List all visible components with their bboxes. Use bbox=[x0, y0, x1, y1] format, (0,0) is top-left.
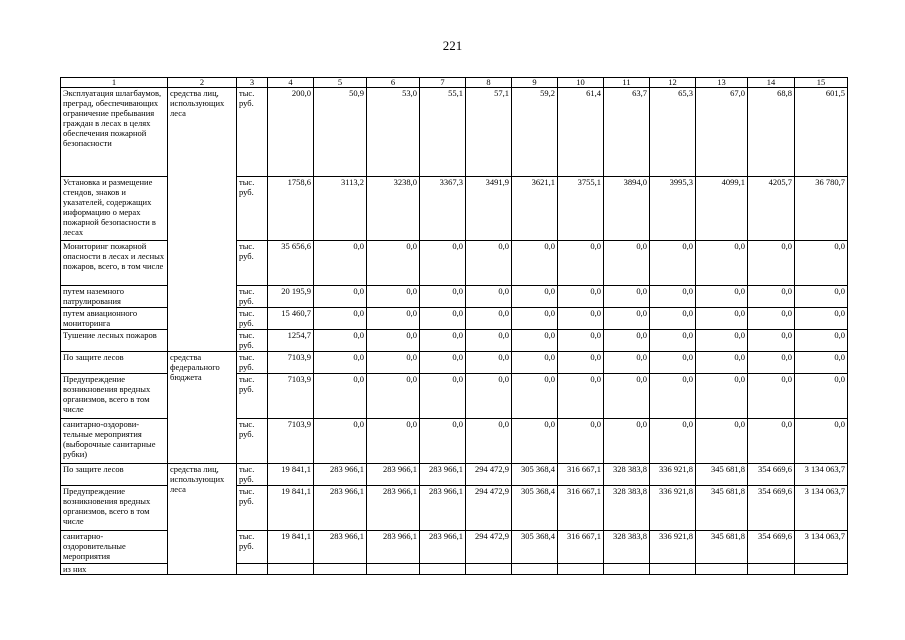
column-header: 15 bbox=[795, 78, 848, 88]
value-cell: 3621,1 bbox=[512, 177, 558, 241]
value-cell: 3755,1 bbox=[558, 177, 604, 241]
value-cell: 67,0 bbox=[696, 88, 748, 177]
value-cell: 0,0 bbox=[367, 352, 420, 374]
value-cell: 0,0 bbox=[314, 286, 367, 308]
value-cell bbox=[420, 564, 466, 575]
value-cell: 0,0 bbox=[512, 241, 558, 286]
unit-cell: тыс. руб. bbox=[237, 241, 268, 286]
value-cell: 305 368,4 bbox=[512, 486, 558, 531]
unit-cell: тыс. руб. bbox=[237, 177, 268, 241]
value-cell: 0,0 bbox=[696, 352, 748, 374]
value-cell: 336 921,8 bbox=[650, 531, 696, 564]
value-cell: 0,0 bbox=[420, 419, 466, 464]
value-cell: 345 681,8 bbox=[696, 486, 748, 531]
column-header: 6 bbox=[367, 78, 420, 88]
unit-cell: тыс. руб. bbox=[237, 330, 268, 352]
value-cell bbox=[466, 564, 512, 575]
value-cell: 283 966,1 bbox=[367, 464, 420, 486]
unit-cell: тыс. руб. bbox=[237, 352, 268, 374]
value-cell: 0,0 bbox=[367, 241, 420, 286]
value-cell: 0,0 bbox=[650, 330, 696, 352]
value-cell: 3238,0 bbox=[367, 177, 420, 241]
value-cell: 305 368,4 bbox=[512, 464, 558, 486]
row-name-cell: Предупреждение возникновения вредных организмов, всего в том числе bbox=[61, 486, 168, 531]
value-cell: 0,0 bbox=[367, 286, 420, 308]
value-cell: 0,0 bbox=[650, 419, 696, 464]
value-cell: 354 669,6 bbox=[748, 531, 795, 564]
value-cell: 0,0 bbox=[367, 330, 420, 352]
value-cell: 328 383,8 bbox=[604, 464, 650, 486]
value-cell: 0,0 bbox=[650, 241, 696, 286]
value-cell: 0,0 bbox=[314, 374, 367, 419]
value-cell: 57,1 bbox=[466, 88, 512, 177]
row-name-cell: путем наземного патрулирования bbox=[61, 286, 168, 308]
value-cell: 3894,0 bbox=[604, 177, 650, 241]
financing-table bbox=[60, 77, 848, 575]
value-cell: 4099,1 bbox=[696, 177, 748, 241]
value-cell: 0,0 bbox=[604, 374, 650, 419]
value-cell bbox=[795, 564, 848, 575]
value-cell: 345 681,8 bbox=[696, 464, 748, 486]
value-cell: 61,4 bbox=[558, 88, 604, 177]
value-cell: 55,1 bbox=[420, 88, 466, 177]
value-cell: 0,0 bbox=[748, 286, 795, 308]
value-cell bbox=[650, 564, 696, 575]
value-cell: 4205,7 bbox=[748, 177, 795, 241]
value-cell: 0,0 bbox=[367, 419, 420, 464]
row-name-cell: санитарно-оздоровительные мероприятия bbox=[61, 531, 168, 564]
row-name-cell: путем авиационного мониторинга bbox=[61, 308, 168, 330]
value-cell: 283 966,1 bbox=[367, 486, 420, 531]
value-cell: 0,0 bbox=[314, 352, 367, 374]
column-header: 1 bbox=[61, 78, 168, 88]
value-cell: 0,0 bbox=[558, 241, 604, 286]
value-cell: 0,0 bbox=[512, 286, 558, 308]
value-cell: 1758,6 bbox=[268, 177, 314, 241]
unit-cell: тыс. руб. bbox=[237, 486, 268, 531]
value-cell: 316 667,1 bbox=[558, 464, 604, 486]
value-cell: 601,5 bbox=[795, 88, 848, 177]
value-cell: 0,0 bbox=[748, 308, 795, 330]
value-cell: 0,0 bbox=[650, 374, 696, 419]
funding-source-cell: средства федерального бюджета bbox=[168, 352, 237, 464]
column-header: 11 bbox=[604, 78, 650, 88]
value-cell: 68,8 bbox=[748, 88, 795, 177]
page-number: 221 bbox=[442, 38, 463, 53]
value-cell: 19 841,1 bbox=[268, 464, 314, 486]
value-cell bbox=[314, 564, 367, 575]
value-cell: 0,0 bbox=[696, 308, 748, 330]
unit-cell: тыс. руб. bbox=[237, 88, 268, 177]
value-cell: 50,9 bbox=[314, 88, 367, 177]
value-cell: 0,0 bbox=[650, 308, 696, 330]
unit-cell: тыс. руб. bbox=[237, 374, 268, 419]
value-cell: 0,0 bbox=[558, 308, 604, 330]
value-cell: 0,0 bbox=[512, 419, 558, 464]
value-cell: 0,0 bbox=[795, 241, 848, 286]
value-cell: 0,0 bbox=[558, 374, 604, 419]
value-cell: 15 460,7 bbox=[268, 308, 314, 330]
value-cell: 283 966,1 bbox=[314, 531, 367, 564]
value-cell: 0,0 bbox=[558, 352, 604, 374]
value-cell: 3367,3 bbox=[420, 177, 466, 241]
value-cell: 0,0 bbox=[367, 308, 420, 330]
funding-source-cell: средства лиц, использующих леса bbox=[168, 464, 237, 575]
value-cell: 0,0 bbox=[696, 330, 748, 352]
value-cell bbox=[748, 564, 795, 575]
value-cell bbox=[604, 564, 650, 575]
value-cell: 0,0 bbox=[748, 374, 795, 419]
unit-cell: тыс. руб. bbox=[237, 308, 268, 330]
value-cell: 0,0 bbox=[795, 308, 848, 330]
value-cell: 0,0 bbox=[314, 241, 367, 286]
value-cell: 0,0 bbox=[650, 352, 696, 374]
value-cell bbox=[558, 564, 604, 575]
value-cell: 0,0 bbox=[604, 419, 650, 464]
row-name-cell: санитарно-оздорови-тельные мероприятия (выборочные санитарные рубки) bbox=[61, 419, 168, 464]
value-cell: 0,0 bbox=[466, 374, 512, 419]
column-header: 14 bbox=[748, 78, 795, 88]
value-cell: 7103,9 bbox=[268, 374, 314, 419]
value-cell bbox=[696, 564, 748, 575]
value-cell bbox=[367, 564, 420, 575]
value-cell: 7103,9 bbox=[268, 352, 314, 374]
value-cell: 3 134 063,7 bbox=[795, 531, 848, 564]
value-cell: 63,7 bbox=[604, 88, 650, 177]
unit-cell: тыс. руб. bbox=[237, 531, 268, 564]
unit-cell: тыс. руб. bbox=[237, 286, 268, 308]
value-cell: 283 966,1 bbox=[420, 486, 466, 531]
value-cell: 0,0 bbox=[748, 419, 795, 464]
value-cell: 20 195,9 bbox=[268, 286, 314, 308]
value-cell: 0,0 bbox=[420, 308, 466, 330]
value-cell: 0,0 bbox=[466, 330, 512, 352]
row-name-cell: Тушение лесных пожаров bbox=[61, 330, 168, 352]
value-cell bbox=[512, 564, 558, 575]
column-header: 3 bbox=[237, 78, 268, 88]
column-header: 7 bbox=[420, 78, 466, 88]
value-cell: 0,0 bbox=[512, 308, 558, 330]
column-header: 5 bbox=[314, 78, 367, 88]
value-cell: 0,0 bbox=[795, 374, 848, 419]
value-cell: 294 472,9 bbox=[466, 464, 512, 486]
value-cell: 0,0 bbox=[466, 352, 512, 374]
value-cell: 0,0 bbox=[604, 308, 650, 330]
value-cell: 0,0 bbox=[604, 286, 650, 308]
value-cell: 0,0 bbox=[604, 241, 650, 286]
column-header: 9 bbox=[512, 78, 558, 88]
value-cell: 0,0 bbox=[466, 308, 512, 330]
row-name-cell: По защите лесов bbox=[61, 352, 168, 374]
value-cell: 0,0 bbox=[314, 419, 367, 464]
value-cell: 283 966,1 bbox=[314, 486, 367, 531]
value-cell: 0,0 bbox=[420, 330, 466, 352]
value-cell: 0,0 bbox=[795, 352, 848, 374]
value-cell: 305 368,4 bbox=[512, 531, 558, 564]
value-cell: 0,0 bbox=[512, 352, 558, 374]
value-cell: 0,0 bbox=[420, 374, 466, 419]
column-header: 10 bbox=[558, 78, 604, 88]
value-cell: 0,0 bbox=[696, 241, 748, 286]
value-cell: 3 134 063,7 bbox=[795, 486, 848, 531]
value-cell: 0,0 bbox=[420, 241, 466, 286]
value-cell bbox=[268, 564, 314, 575]
row-name-cell: Установка и размещение стендов, знаков и указателей, содержащих информацию о мерах пожарной безопасности в лесах bbox=[61, 177, 168, 241]
value-cell: 0,0 bbox=[748, 352, 795, 374]
value-cell: 0,0 bbox=[466, 241, 512, 286]
row-name-cell: из них bbox=[61, 564, 168, 575]
unit-cell: тыс. руб. bbox=[237, 419, 268, 464]
value-cell: 0,0 bbox=[696, 374, 748, 419]
column-header: 2 bbox=[168, 78, 237, 88]
value-cell: 336 921,8 bbox=[650, 486, 696, 531]
row-name-cell: Эксплуатация шлагбаумов, преград, обеспечивающих ограничение пребывания граждан в лесах в целях обеспечения пожарной безопасности bbox=[61, 88, 168, 177]
value-cell: 200,0 bbox=[268, 88, 314, 177]
value-cell: 283 966,1 bbox=[420, 464, 466, 486]
row-name-cell: По защите лесов bbox=[61, 464, 168, 486]
value-cell: 328 383,8 bbox=[604, 486, 650, 531]
value-cell: 53,0 bbox=[367, 88, 420, 177]
value-cell: 0,0 bbox=[650, 286, 696, 308]
value-cell: 0,0 bbox=[748, 241, 795, 286]
value-cell: 0,0 bbox=[795, 286, 848, 308]
table-row bbox=[61, 352, 848, 374]
value-cell: 0,0 bbox=[748, 330, 795, 352]
value-cell: 0,0 bbox=[795, 330, 848, 352]
value-cell: 3113,2 bbox=[314, 177, 367, 241]
value-cell: 35 656,6 bbox=[268, 241, 314, 286]
value-cell: 0,0 bbox=[314, 330, 367, 352]
value-cell: 65,3 bbox=[650, 88, 696, 177]
value-cell: 1254,7 bbox=[268, 330, 314, 352]
value-cell: 294 472,9 bbox=[466, 486, 512, 531]
value-cell: 0,0 bbox=[314, 308, 367, 330]
column-header: 4 bbox=[268, 78, 314, 88]
value-cell: 316 667,1 bbox=[558, 531, 604, 564]
header-row bbox=[61, 78, 848, 88]
value-cell: 0,0 bbox=[558, 330, 604, 352]
value-cell: 59,2 bbox=[512, 88, 558, 177]
value-cell: 0,0 bbox=[367, 374, 420, 419]
value-cell: 3995,3 bbox=[650, 177, 696, 241]
column-header: 12 bbox=[650, 78, 696, 88]
value-cell: 0,0 bbox=[558, 419, 604, 464]
table-row bbox=[61, 88, 848, 177]
unit-cell: тыс. руб. bbox=[237, 464, 268, 486]
value-cell: 336 921,8 bbox=[650, 464, 696, 486]
value-cell: 19 841,1 bbox=[268, 486, 314, 531]
value-cell: 0,0 bbox=[795, 419, 848, 464]
value-cell: 283 966,1 bbox=[314, 464, 367, 486]
value-cell: 316 667,1 bbox=[558, 486, 604, 531]
value-cell: 7103,9 bbox=[268, 419, 314, 464]
value-cell: 0,0 bbox=[466, 419, 512, 464]
value-cell: 0,0 bbox=[420, 286, 466, 308]
value-cell: 354 669,6 bbox=[748, 464, 795, 486]
value-cell: 0,0 bbox=[512, 374, 558, 419]
value-cell: 3 134 063,7 bbox=[795, 464, 848, 486]
value-cell: 0,0 bbox=[558, 286, 604, 308]
value-cell: 354 669,6 bbox=[748, 486, 795, 531]
value-cell: 294 472,9 bbox=[466, 531, 512, 564]
value-cell: 36 780,7 bbox=[795, 177, 848, 241]
value-cell: 0,0 bbox=[512, 330, 558, 352]
value-cell: 0,0 bbox=[604, 352, 650, 374]
value-cell: 345 681,8 bbox=[696, 531, 748, 564]
value-cell: 283 966,1 bbox=[367, 531, 420, 564]
funding-source-cell: средства лиц, использующих леса bbox=[168, 88, 237, 352]
column-header: 8 bbox=[466, 78, 512, 88]
table-row bbox=[61, 464, 848, 486]
value-cell: 0,0 bbox=[466, 286, 512, 308]
value-cell: 283 966,1 bbox=[420, 531, 466, 564]
unit-cell bbox=[237, 564, 268, 575]
value-cell: 0,0 bbox=[696, 419, 748, 464]
value-cell: 3491,9 bbox=[466, 177, 512, 241]
value-cell: 0,0 bbox=[604, 330, 650, 352]
value-cell: 0,0 bbox=[696, 286, 748, 308]
column-header: 13 bbox=[696, 78, 748, 88]
row-name-cell: Предупреждение возникновения вредных организмов, всего в том числе bbox=[61, 374, 168, 419]
value-cell: 19 841,1 bbox=[268, 531, 314, 564]
row-name-cell: Мониторинг пожарной опасности в лесах и лесных пожаров, всего, в том числе bbox=[61, 241, 168, 286]
value-cell: 0,0 bbox=[420, 352, 466, 374]
value-cell: 328 383,8 bbox=[604, 531, 650, 564]
